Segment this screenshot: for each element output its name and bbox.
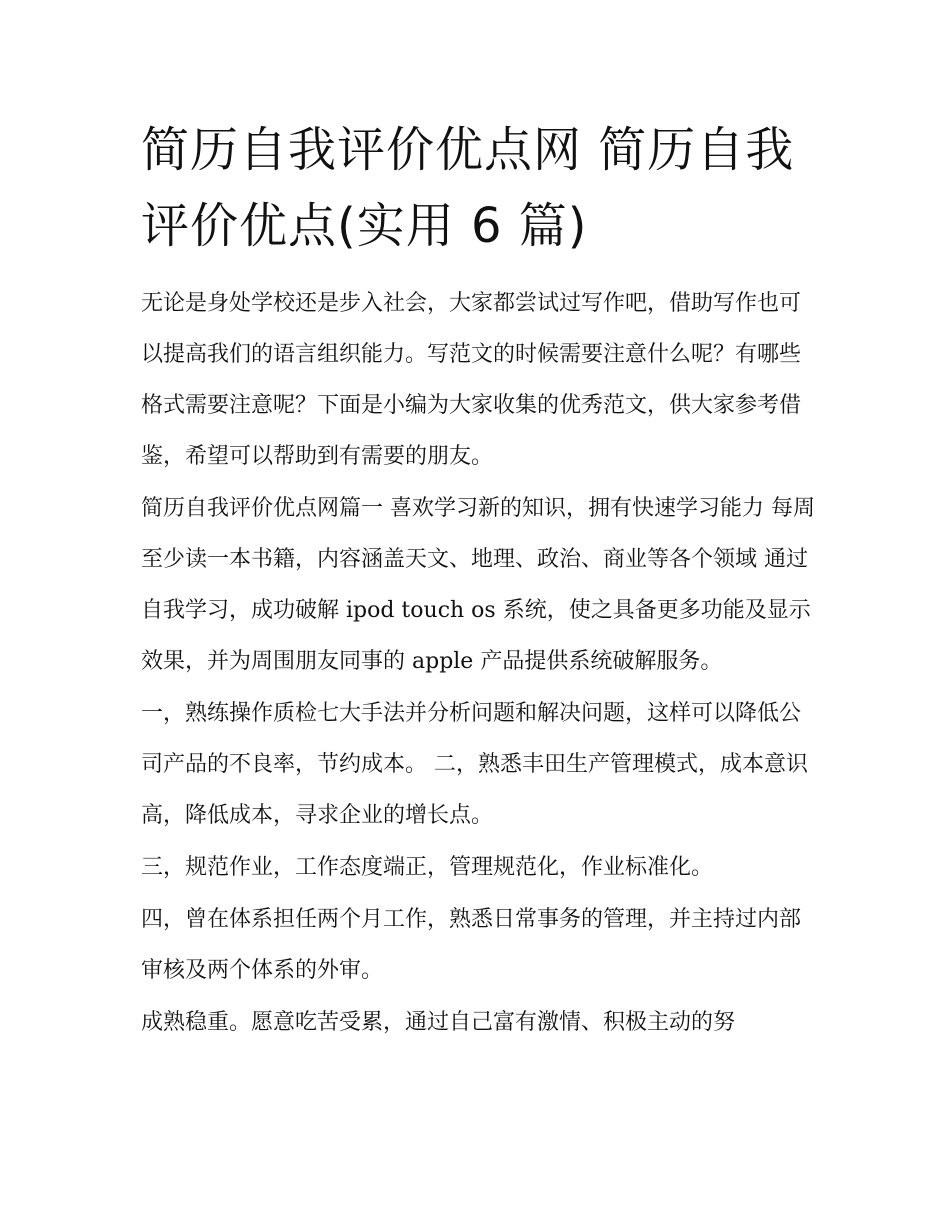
paragraph-intro: 无论是身处学校还是步入社会，大家都尝试过写作吧，借助写作也可以提高我们的语言组织能力。写范文的时候需要注意什么呢？有哪些格式需要注意呢？下面是小编为大家收集的优秀范文，供大家参考借鉴，希望可以帮助到有需要的朋友。 [141, 291, 802, 469]
paragraph-section-one: 简历自我评价优点网篇一 喜欢学习新的知识，拥有快速学习能力 每周至少读一本书籍，内容涵盖天文、地理、政治、商业等各个领域 通过自我学习，成功破解 ipod touch os 系统，使之具备更多功能及显示效果，并为周围朋友同事的 apple 产品提供系统破解服务。 [141, 496, 815, 674]
document-body [141, 112, 821, 1049]
paragraph-quality-skills: 一，熟练操作质检七大手法并分析问题和解决问题，这样可以降低公司产品的不良率，节约成本。 二，熟悉丰田生产管理模式，成本意识高，降低成本，寻求企业的增长点。 [141, 701, 808, 828]
paragraph-system-audit: 四，曾在体系担任两个月工作，熟悉日常事务的管理，并主持过内部审核及两个体系的外审。 [141, 907, 802, 983]
paragraph-personality: 成熟稳重。愿意吃苦受累，通过自己富有激情、积极主动的努 [141, 1010, 736, 1035]
paragraph-standardization: 三，规范作业，工作态度端正，管理规范化，作业标准化。 [141, 855, 714, 880]
document-title: 简历自我评价优点网 简历自我评价优点(实用 6 篇) [141, 122, 795, 254]
